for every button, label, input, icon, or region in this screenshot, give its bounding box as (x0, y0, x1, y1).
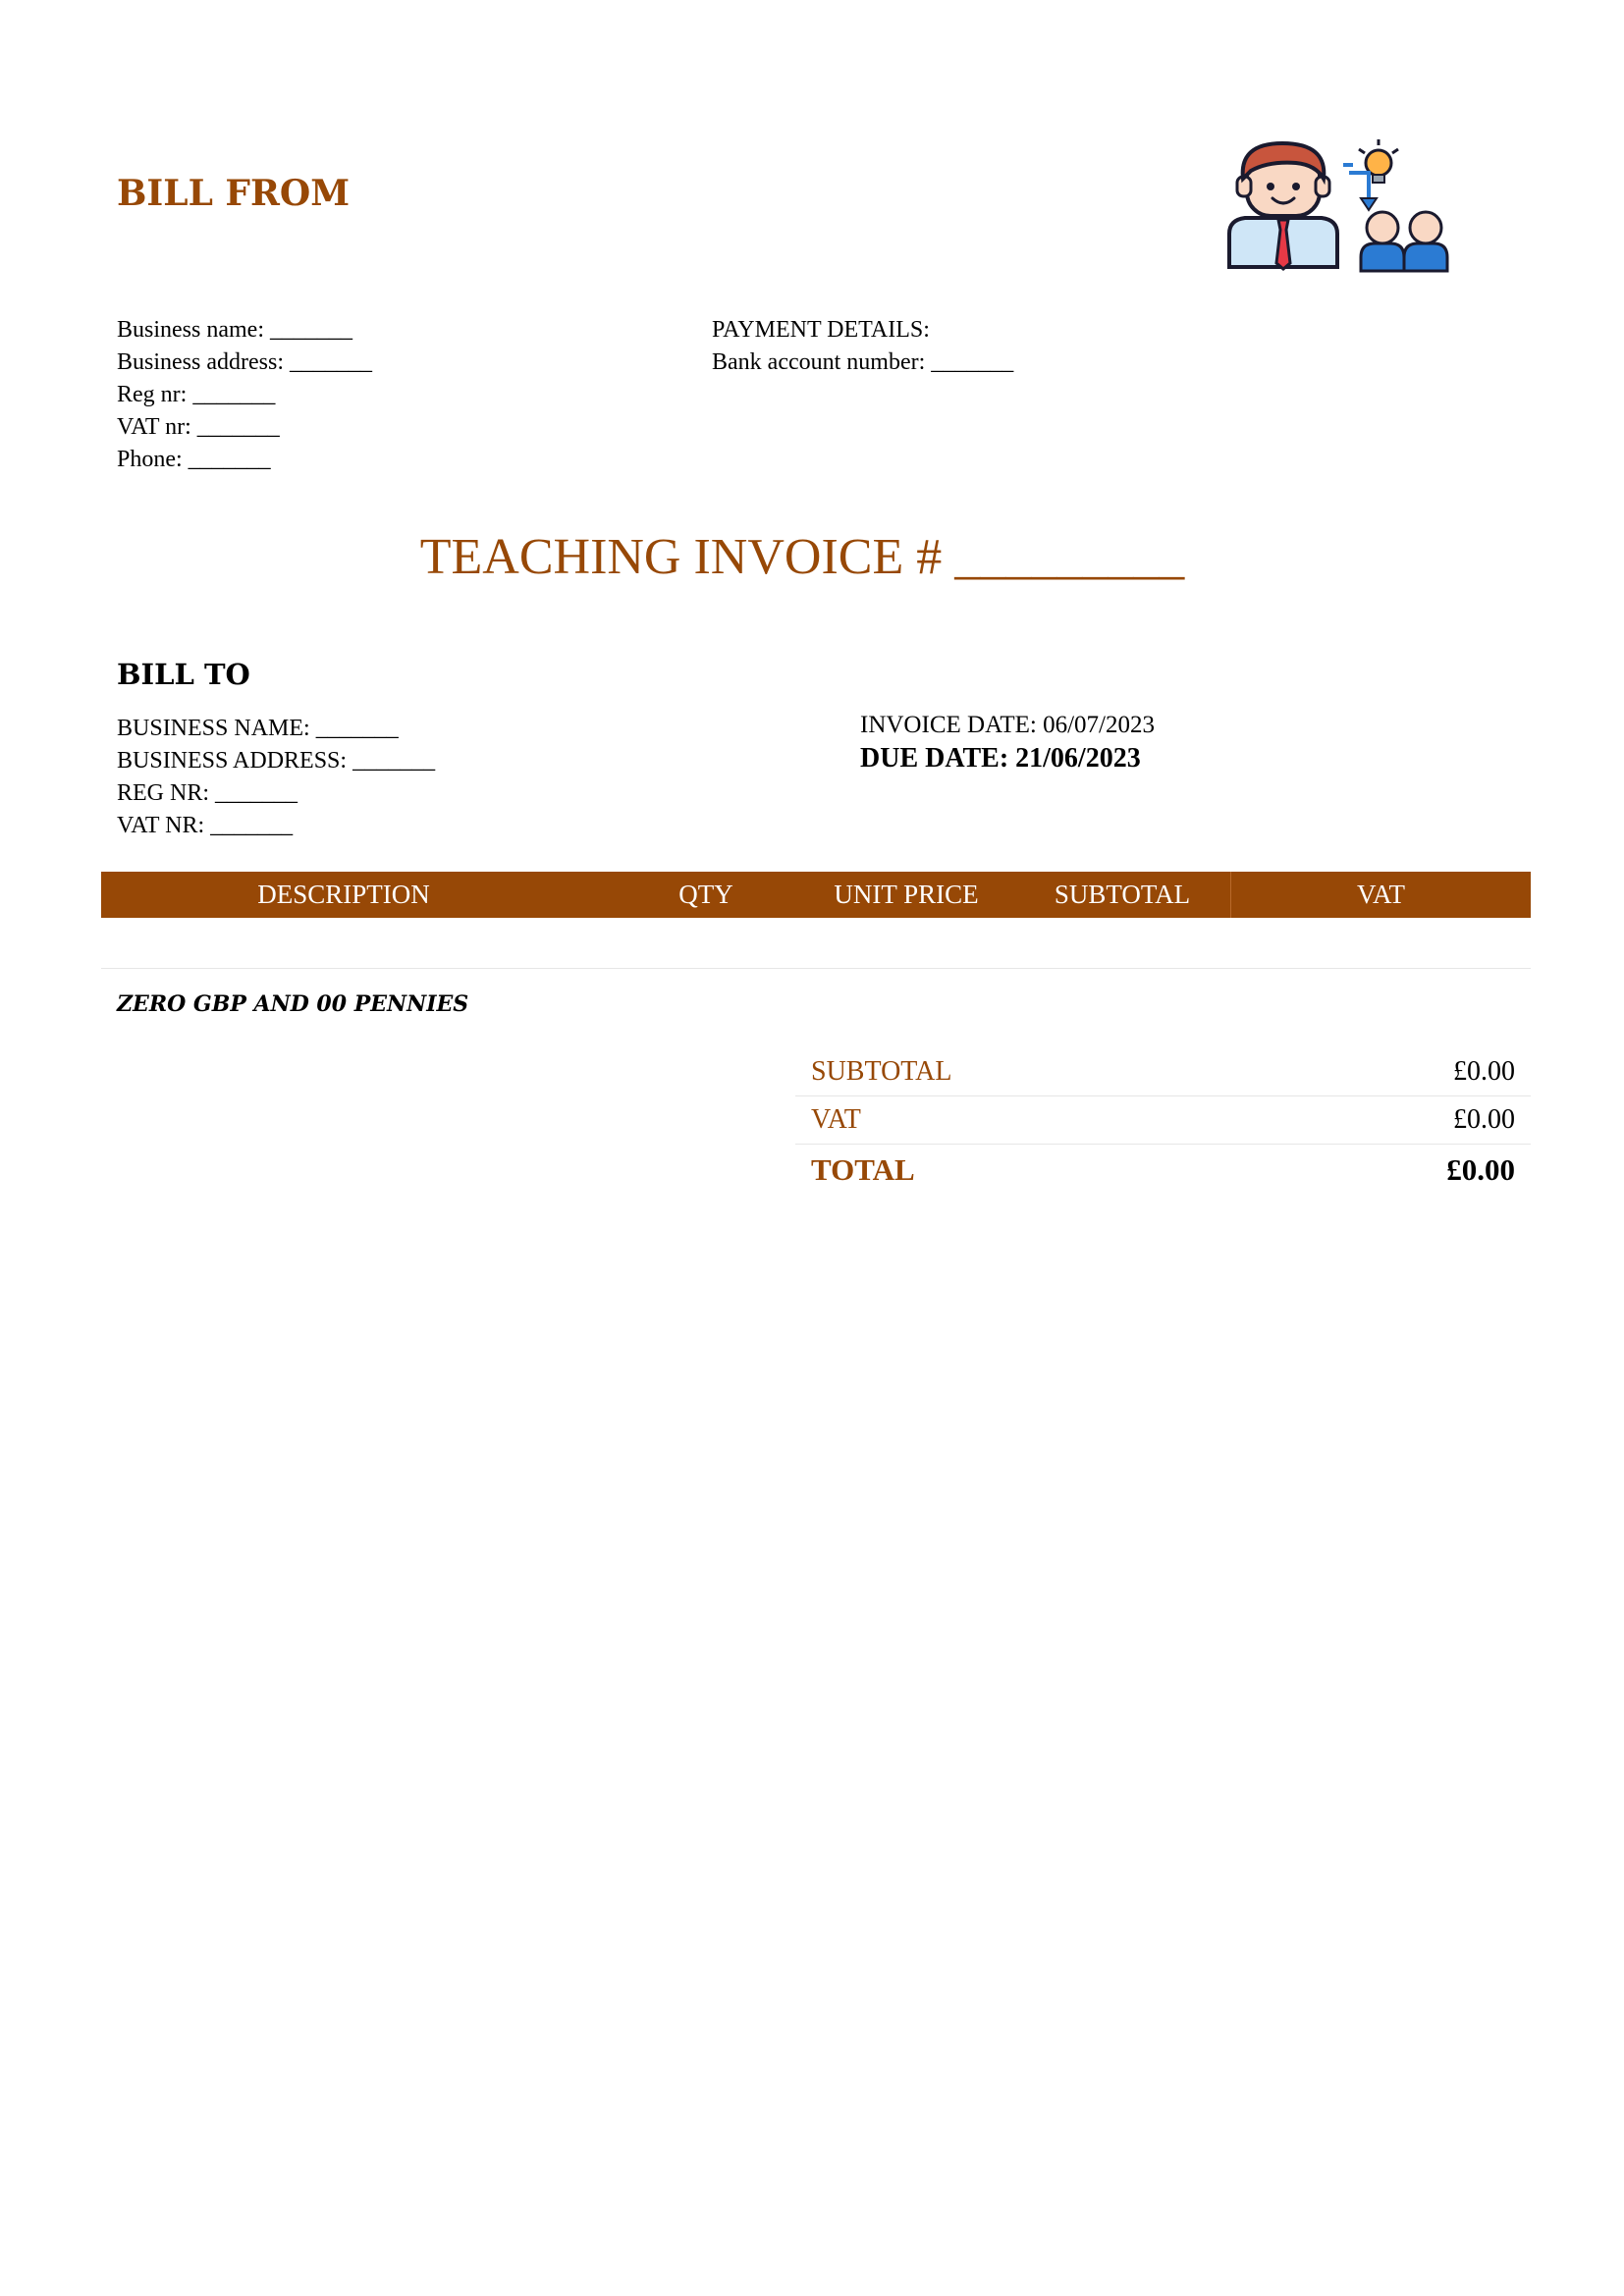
bill-to-heading: BILL TO (117, 658, 250, 691)
invoice-date: INVOICE DATE: 06/07/2023 (860, 712, 1155, 738)
to-business-address: BUSINESS ADDRESS: _______ (117, 748, 436, 774)
payment-details (712, 314, 1013, 379)
column-vat: VAT (1356, 880, 1406, 909)
column-subtotal: SUBTOTAL (1054, 880, 1191, 909)
subtotal-value: £0.00 (1453, 1056, 1515, 1087)
bill-from-details (117, 314, 372, 476)
totals-summary (795, 1048, 1531, 1196)
column-description: DESCRIPTION (257, 880, 430, 909)
from-business-address: Business address: _______ (117, 349, 372, 375)
total-row (795, 1145, 1531, 1196)
due-date: DUE DATE: 21/06/2023 (860, 743, 1141, 774)
bill-from-heading: BILL FROM (117, 173, 351, 214)
invoice-title: TEACHING INVOICE # _________ (419, 529, 1185, 585)
to-reg-nr: REG NR: _______ (117, 780, 298, 806)
subtotal-row (795, 1048, 1531, 1096)
to-vat-nr: VAT NR: _______ (117, 813, 294, 838)
from-reg-nr: Reg nr: _______ (117, 382, 276, 407)
bank-account-number: Bank account number: _______ (712, 349, 1014, 375)
vat-row (795, 1096, 1531, 1145)
from-phone: Phone: _______ (117, 447, 271, 472)
payment-heading: PAYMENT DETAILS: (712, 317, 930, 343)
amount-in-words: ZERO GBP AND 00 PENNIES (117, 991, 469, 1017)
from-business-name: Business name: _______ (117, 317, 352, 343)
total-value: £0.00 (1446, 1152, 1515, 1187)
vat-label: VAT (811, 1104, 861, 1135)
total-label: TOTAL (811, 1152, 915, 1187)
vat-value: £0.00 (1453, 1104, 1515, 1135)
invoice-dates (860, 709, 1155, 776)
items-table-header (101, 872, 1531, 918)
teacher-students-icon (1225, 137, 1453, 275)
column-qty: QTY (678, 880, 733, 909)
to-business-name: BUSINESS NAME: _______ (117, 716, 399, 741)
bill-to-details (117, 713, 435, 842)
table-row-divider (101, 968, 1531, 969)
subtotal-label: SUBTOTAL (811, 1056, 952, 1087)
from-vat-nr: VAT nr: _______ (117, 414, 280, 440)
column-unit-price: UNIT PRICE (834, 880, 979, 909)
